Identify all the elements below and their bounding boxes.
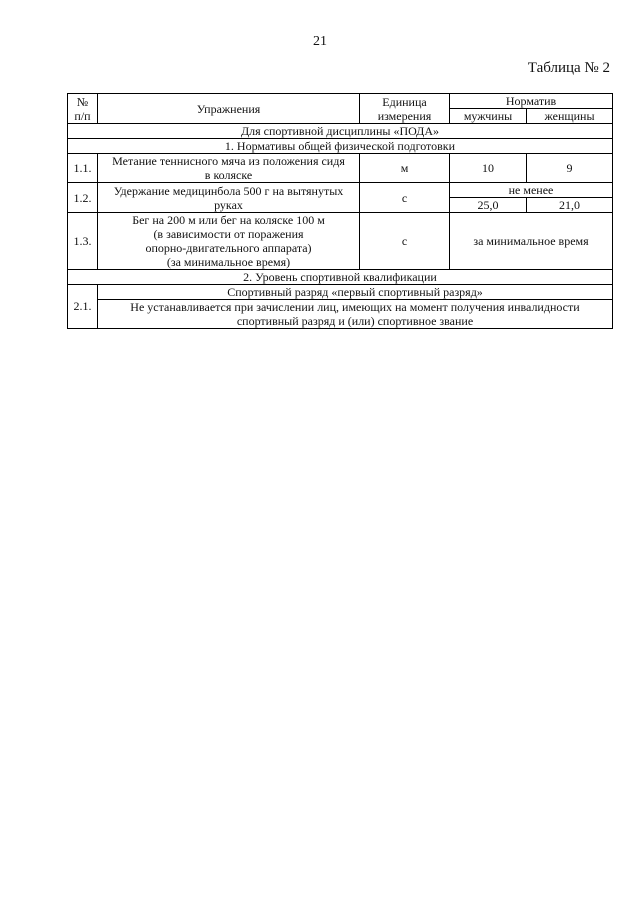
unit-cell: с — [360, 183, 450, 213]
section2-text-cell — [98, 300, 613, 329]
norm-value: за минимальное время — [450, 213, 613, 270]
section2-text-line: Не устанавливается при зачислении лиц, имеющих на момент получения инвалидности — [130, 300, 580, 314]
exercise-line: Метание теннисного мяча из положения сидя — [112, 154, 345, 168]
header-num-cell — [68, 94, 98, 124]
men-value: 10 — [450, 154, 527, 183]
exercise-line: опорно-двигательного аппарата) — [145, 241, 312, 255]
exercise-line: в коляске — [204, 168, 253, 182]
exercise-line: (за минимальное время) — [166, 255, 291, 269]
section1-title: 1. Нормативы общей физической подготовки — [68, 139, 613, 154]
unit-cell: м — [360, 154, 450, 183]
header-norm: Норматив — [450, 94, 613, 109]
section2-subtitle: Спортивный разряд «первый спортивный разряд» — [98, 285, 613, 300]
section2-text-line: спортивный разряд и (или) спортивное звание — [236, 314, 474, 328]
exercise-cell — [98, 213, 360, 270]
page-number: 21 — [313, 34, 327, 49]
table-row — [68, 154, 613, 183]
table-row — [68, 183, 613, 198]
row-number: 2.1. — [68, 285, 98, 329]
exercise-line: (в зависимости от поражения — [153, 227, 304, 241]
section2-title: 2. Уровень спортивной квалификации — [68, 270, 613, 285]
table-title: Таблица № 2 — [527, 60, 610, 76]
header-num: № — [76, 94, 89, 109]
table-subrow — [68, 300, 613, 329]
discipline-title: Для спортивной дисциплины «ПОДА» — [68, 124, 613, 139]
exercise-line: Удержание медицинбола 500 г на вытянутых — [113, 183, 344, 198]
exercise-line: руках — [214, 197, 243, 212]
header-row — [68, 94, 613, 109]
table-row — [68, 213, 613, 270]
women-value: 9 — [527, 154, 613, 183]
women-value: 21,0 — [527, 198, 613, 213]
header-num-sub: п/п — [74, 108, 91, 123]
header-unit: Единица — [382, 94, 427, 109]
header-men: мужчины — [450, 109, 527, 124]
norms-table — [67, 93, 613, 329]
row-number: 1.3. — [68, 213, 98, 270]
section1-title-row — [68, 139, 613, 154]
table-row — [68, 285, 613, 300]
exercise-cell — [98, 154, 360, 183]
header-unit-cell — [360, 94, 450, 124]
exercise-cell — [98, 183, 360, 213]
row-number: 1.2. — [68, 183, 98, 213]
header-exercise: Упражнения — [98, 94, 360, 124]
header-women: женщины — [527, 109, 613, 124]
men-value: 25,0 — [450, 198, 527, 213]
header-unit-sub: измерения — [377, 108, 432, 123]
exercise-line: Бег на 200 м или бег на коляске 100 м — [132, 213, 325, 227]
norm-note: не менее — [450, 183, 613, 198]
discipline-row — [68, 124, 613, 139]
section2-title-row — [68, 270, 613, 285]
unit-cell: с — [360, 213, 450, 270]
row-number: 1.1. — [68, 154, 98, 183]
